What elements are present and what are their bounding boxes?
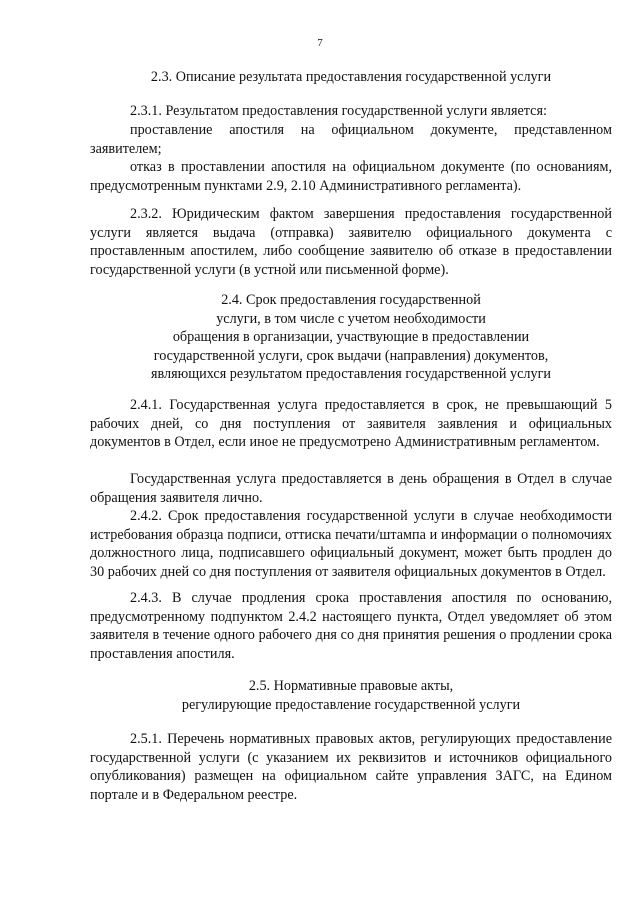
section-2-4-heading-line: обращения в организации, участвующие в предоставлении (172, 329, 530, 346)
section-2-4-1-paragraph: 2.4.1. Государственная услуга предоставляется в срок, не превышающий 5 рабочих дней, со дня поступления от заявителя заявления и официальных документов в Отдел, если иное не предусмотрено Административным регламентом. (90, 397, 612, 451)
page-number: 7 (317, 37, 323, 49)
section-2-4-heading-line: являющихся результатом предоставления государственной услуги (150, 366, 552, 383)
section-2-4-1-same-day-paragraph: Государственная услуга предоставляется в день обращения в Отдел в случае обращения заявителя лично. (90, 471, 612, 506)
section-2-5-heading-line: регулирующие предоставление государственной услуги (181, 696, 521, 713)
section-2-4-heading (90, 291, 612, 384)
section-2-5-heading-line: 2.5. Нормативные правовые акты, (248, 678, 454, 694)
section-2-5-heading (90, 677, 612, 714)
section-2-4-heading-line: 2.4. Срок предоставления государственной (221, 292, 481, 308)
section-2-5-1-paragraph: 2.5.1. Перечень нормативных правовых актов, регулирующих предоставление государственной услуги (с указанием их реквизитов и источников официального опубликования) размещен на официальном сайте управления ЗАГС, на Едином портале и в Федеральном реестре. (90, 731, 612, 803)
section-2-3-1-result-a: проставление апостиля на официальном документе, представленном заявителем; (90, 122, 612, 157)
section-2-3-1-paragraph: 2.3.1. Результатом предоставления государственной услуги является: (130, 103, 547, 119)
section-2-4-3-paragraph: 2.4.3. В случае продления срока проставления апостиля по основанию, предусмотренному подпунктом 2.4.2 настоящего пункта, Отдел уведомляет об этом заявителя в течение одного рабочего дня со дня принятия решения о продлении срока проставления апостиля. (90, 590, 612, 662)
section-2-3-1-result-b: отказ в проставлении апостиля на официальном документе (по основаниям, предусмотренным пунктами 2.9, 2.10 Административного регламента). (90, 159, 612, 194)
section-2-4-heading-line: государственной услуги, срок выдачи (направления) документов, (153, 347, 549, 364)
section-2-3-2-paragraph: 2.3.2. Юридическим фактом завершения предоставления государственной услуги является выдача (отправка) заявителю официального документа с проставленным апостилем, либо сообщение заявителю об отказе в предоставлении государственной услуги (в устной или письменной форме). (90, 206, 612, 278)
section-2-4-heading-line: услуги, в том числе с учетом необходимости (216, 310, 486, 327)
section-2-3-heading: 2.3. Описание результата предоставления государственной услуги (150, 69, 552, 85)
section-2-4-2-paragraph: 2.4.2. Срок предоставления государственной услуги в случае необходимости истребования образца подписи, оттиска печати/штампа и информации о полномочиях должностного лица, подписавшего официальный документ, может быть продлен до 30 рабочих дней со дня поступления от заявителя официальных документов в Отдел. (90, 508, 612, 580)
